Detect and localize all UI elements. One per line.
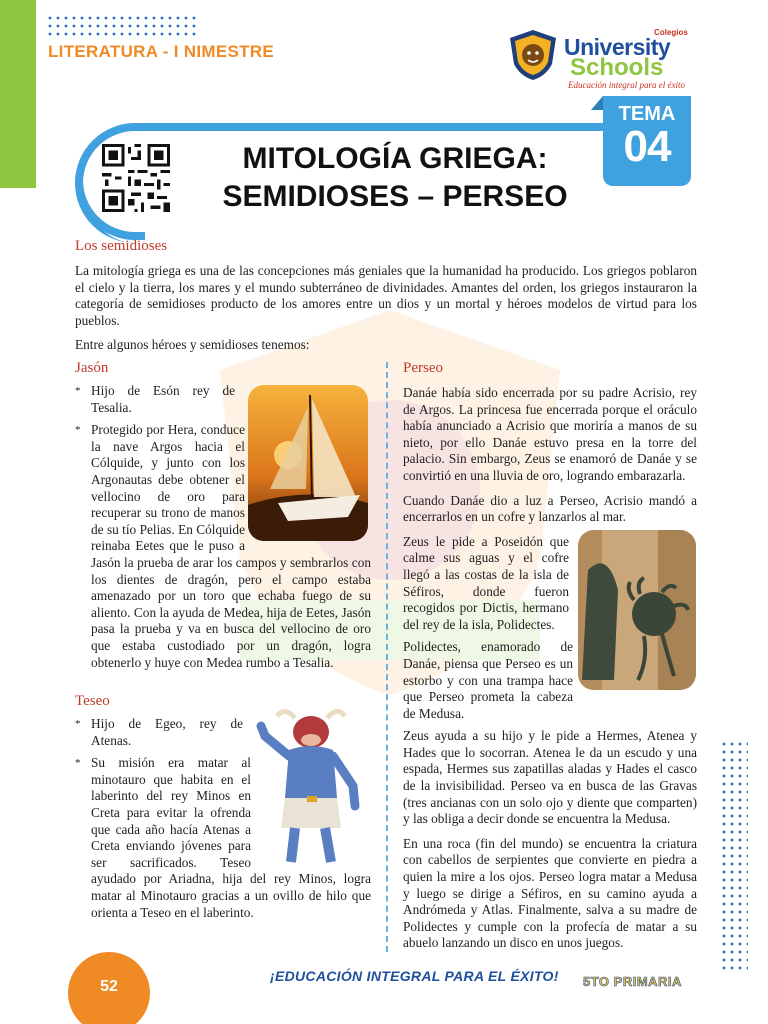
logo-colegios: Colegios bbox=[654, 28, 688, 37]
float-spacer bbox=[251, 755, 371, 859]
title-line-1: MITOLOGÍA GRIEGA: bbox=[242, 142, 548, 175]
section-heading-semidioses: Los semidioses bbox=[75, 238, 168, 254]
page-title bbox=[195, 140, 595, 216]
lion-shield-icon bbox=[506, 28, 560, 82]
section-heading-perseo: Perseo bbox=[403, 360, 443, 376]
logo-schools: Schools bbox=[570, 54, 664, 81]
teseo-list bbox=[75, 716, 371, 921]
perseo-paragraph-5: Zeus ayuda a su hijo y le pide a Hermes, Atenea y Hades que lo socorran. Atenea le da un escudo y una espada, Hermes sus zapatillas aladas y Hades el casco de la invisibilidad. Perseo va en busca de las Gravas (tres ancianas con un solo ojo y diente que comparten) y las obliga a decir donde se encuentra la Medusa. bbox=[403, 728, 697, 827]
course-header: LITERATURA - I NIMESTRE bbox=[48, 42, 274, 61]
tema-badge bbox=[603, 96, 691, 186]
column-divider bbox=[386, 362, 388, 952]
intro-lead: Entre algunos héroes y semidioses tenemos: bbox=[75, 337, 310, 353]
perseo-paragraph-4: Polidectes, enamorado de Danáe, piensa que Perseo es un estorbo y con una trampa hace que Perseo prometa la cabeza de Medusa. bbox=[403, 639, 697, 722]
intro-section bbox=[75, 238, 697, 354]
badge-fold bbox=[591, 96, 603, 110]
list-item: * Hijo de Egeo, rey de Atenas. bbox=[75, 716, 243, 749]
list-item: * Hijo de Esón rey de Tesalia. bbox=[75, 383, 235, 416]
dot-pattern bbox=[46, 14, 196, 36]
logo-university: University bbox=[564, 34, 671, 60]
list-item: * Protegido por Hera, conduce la nave Argos hacia el Cólquide, y junto con los Argonautas debe obtener el vellocino de oro para recuperar su trono de manos de su tío Pelias. En Cólquide reinaba Eetes que le puso a Jasón la prueba de arar los campos y sembrarlos con los dientes de dragón, pero el campo estaba amenazado por un toro que echaba fuego de su aliento. Con la ayuda de Medea, hija de Eetes, Jasón pasa la prueba y va en busca del vellocino de oro que estaba custodiado por un dragón, logra obtenerlo y huye con Medea rumbo a Tesalia. bbox=[75, 422, 371, 671]
footer-grade: 5TO PRIMARIA bbox=[583, 974, 682, 989]
perseo-paragraph-1: Danáe había sido encerrada por su padre Acrisio, rey de Argos. La princesa fue encerrada porque el oráculo había anunciado a Acrisio que moriría a manos de su nieto, por ello Danáe estuvo presa en la torre del palacio. Sin embargo, Zeus se enamoró de Danáe y se convirtió en una lluvia de oro, logrando embarazarla. bbox=[403, 385, 697, 483]
perseo-paragraph-6: En una roca (fin del mundo) se encuentra la criatura con cabellos de serpientes que convierte en piedra a quien la mire a los ojos. Perseo logra matar a Medusa y luego se dirige a Séfiros, en su camino ayuda a Andrómeda y Atlas. Finalmente, salva a su madre de Polidectes y cumple con la profecía de matar a su abuelo lanzando un disco en unos juegos. bbox=[403, 835, 697, 951]
perseo-paragraph-3: Zeus le pide a Poseidón que calme sus aguas y el cofre llegó a las costas de la isla de Séfiros, donde fueron recogidos por Dictis, hermano del rey de la isla, Polidectes. bbox=[403, 533, 569, 632]
section-heading-jason: Jasón bbox=[75, 360, 109, 376]
title-line-2: SEMIDIOSES – PERSEO bbox=[222, 180, 568, 213]
section-heading-teseo: Teseo bbox=[75, 693, 110, 709]
intro-paragraph: La mitología griega es una de las concepciones más geniales que la humanidad ha producido. Los griegos poblaron el cielo y la tierra, los mares y el mundo subterráneo de divinidades. Amantes del orden, los griegos instauraron la categoría de semidioses producto de los amores entre un dios y un mortal y héroes modelos de virtud para los pueblos. bbox=[75, 263, 697, 328]
qr-code-icon[interactable] bbox=[102, 144, 170, 212]
perseo-paragraph-2: Cuando Danáe dio a luz a Perseo, Acrisio mandó a encerrarlos en un cofre y lanzarlos al mar. bbox=[403, 492, 697, 525]
tema-number: 04 bbox=[623, 122, 671, 171]
school-logo bbox=[506, 24, 696, 94]
dot-pattern-right bbox=[720, 740, 748, 970]
footer-slogan: ¡EDUCACIÓN INTEGRAL PARA EL ÉXITO! bbox=[270, 968, 559, 984]
perseus-statue-image bbox=[578, 530, 696, 690]
teseo-section bbox=[75, 693, 371, 921]
list-item: * Su misión era matar al minotauro que habita en el laberinto del rey Minos en Creta para evitar la ofrenda que cada año hacía Atenas a Creta enviando jóvenes para ser sacrificados. Teseo ayudado por Ariadna, hija del rey Minos, logra matar al Minotauro gracias a un ovillo de hilo que orienta a Teseo en el laberinto. bbox=[75, 755, 371, 921]
side-accent-bar bbox=[0, 0, 36, 188]
page-number: 52 bbox=[100, 978, 118, 995]
argos-ship-image bbox=[248, 385, 368, 541]
logo-tagline: Educación integral para el éxito bbox=[568, 80, 685, 90]
tema-label: TEMA bbox=[618, 103, 676, 125]
